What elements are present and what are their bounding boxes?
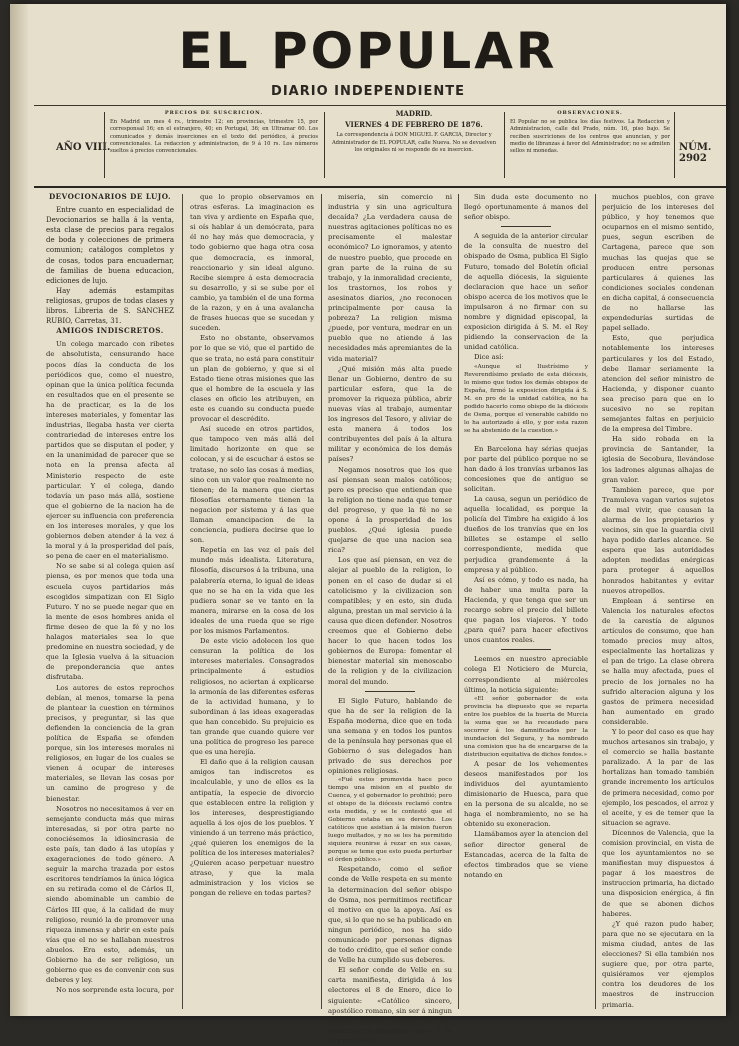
article-heading: AMIGOS INDISCRETOS. [56, 326, 164, 336]
article-paragraph: En Barcelona hay sérias quejas por parte del público porque no se han dado á los tranvías urbanos las concesiones que de antiguo se solicitan. [464, 444, 588, 493]
article-paragraph: No nos sorprende esta locura, por [56, 986, 174, 995]
correspondence-text: La correspondencia á DON MIGUEL F. GARCIA, Director y Administrador de EL POPULAR, calle Nueva. No se devuelven los originales ni se responde de su insercion. [331, 132, 497, 153]
article-paragraph: Así es cómo, y todo es nada, ha de haber una multa para la Hacienda, y que tenga que ser un recargo sobre el precio del billete que pagan los viajeros. Y todo ¿para qué? para hacer efectivos unos cuantos reales. [464, 575, 588, 645]
column-separator [182, 194, 183, 1009]
advertisement-text: Hay además estampitas religiosas, grupos de todas clases y libros. Libreria de S. SANCHEZ RUBIO, Carretas, 31. [46, 286, 174, 326]
info-divider [504, 112, 505, 178]
issue-number: NÚM. 2902 [679, 142, 712, 164]
article-paragraph: No se sabe si al colega quien así piensa, es por menos que toda una escuela cuyos partidarios más escogidos simpatizan con El Siglo Futuro. Y no se puede negar que en la mente de esos hombres anida el firme deseo de que la fé y no los halagos materiales sea lo que predomine en nuestra sociedad, y de que la Iglesia vuelva á la situacion de preponderancia que antes disfrutaba. [46, 562, 174, 682]
column-1 [46, 192, 174, 1012]
city-label: MADRID. [395, 109, 433, 118]
article-paragraph: Nosotros no necesitamos á ver en semejante conducta más que miras interesadas, si por otra parte no conociésemos la idiosincrasia de este país, tan dado á las utopías y exageraciones de todo género. A seguir la marcha trazada por estos escritores tendríamos la única lógica en su retirada como el de Cárlos II, siendo abominable un cambio de Cárlos III que, á la calidad de muy religioso, reunió la de promover una riqueza inmensa y abrir en este país vías que el no se hallaban nuestros abuelos. Era esto, además, un Gobierno ha de ser religioso, un gobierno que es de convenir con sus deberes y ley. [46, 804, 174, 985]
article-paragraph: Emplean á sentirse en Valencia los naturales efectos de la carestía de algunos artículos de consumo, que han tomado precios muy altos, especialmente las hortalizas y el pan de trigo. La clase obrera se halla muy afectada, pues el precio de los jornales no ha sufrido alteracion alguna y los gastos de primera necesidad han aumentado en grado considerable. [602, 596, 714, 726]
article-paragraph: El señor conde de Velle en su carta manifiesta, dirigida á los electores el 8 de Enero, dice lo siguiente: «Católico sincero, apostólico romano, sin ser á ningun partido afiliado, lucharé en este asunto por la integridad de la fé de mis mayores.» [328, 966, 452, 1045]
article-paragraph: Leemos en nuestro apreciable colega El Noticiero de Murcia, correspondiente al miércoles último, la noticia siguiente: [464, 655, 588, 694]
newspaper-page [10, 4, 726, 1045]
info-divider [674, 112, 675, 178]
article-paragraph: miseria, sin comercio ni industria y sin una agricultura decaída? ¿La verdadera causa de nuestras agitaciones políticas no es precisamente el malestar económico? Lo ignoramos, y atento de nuestro pueblo, que procede en gran parte de la ruina de su trabajo, y la inmoralidad creciente, los trastornos, los robos y asesinatos diarios, ¿no reconocen principalmente por causa la pobreza? La religion misma ¿puede, por ventura, medrar en un pueblo que no atiende á las necesidades más apremiantes de la vida material? [328, 193, 452, 363]
column-5 [602, 192, 714, 1012]
column-separator [458, 194, 459, 1009]
article-paragraph: De este vicio adolecen los que censuran la política de los intereses materiales. Consagrados principalmente á estudios religiosos, no aciertan á explicarse la armonía de las diferentes esferas de la actividad humana, y lo subordinan á las ideas exageradas que han concebido. Su prejuicio es tan grande que cuando quiere ver una política de progreso les parece que es una herejía. [190, 637, 314, 757]
article-paragraph: Esto no obstante, observamos por lo que se vió, que el partido de que se trata, no está para constituir un plan de gobierno, y que si el Estado tiene otras misiones que las que el hombre de la escuela y las clases en oficio les atribuyen, en este es cuando su conducta puede provocar el descrédito. [190, 334, 314, 424]
info-divider [324, 112, 325, 178]
column-2 [190, 192, 314, 1012]
article-paragraph: Los autores de estos reprochos debían, al menos, tomarse la pena de plantear la cuestion en términos precisos, y preguntar, si las que defienden la conciencia de la gran política de España se ofenden porque, sin los intereses morales ni religiosos, en lugar de los cuales se vienen á ocupar de intereses materiales, se llevan las cosas por un camino de progreso y de bienestar. [46, 683, 174, 803]
header-top-rule [34, 105, 726, 106]
article-divider [501, 226, 551, 227]
article-paragraph: A pesar de los vehementes deseos manifestados por los individuos del ayuntamiento dimisionario de Huesca, para que en la persona de su alcalde, no se haga el nombramiento, no se ha obtenido su exoneracion. [464, 759, 588, 829]
article-paragraph: Y lo peor del caso es que hay muchos artesanos sin trabajo, y el comercio se halla bastante paralizado. A la par de las hortalizas han tomado también grande incremento los artículos de primera necesidad, como por ejemplo, los pescados, el arroz y el aceite, y es de temer que la situacion se agrave. [602, 727, 715, 827]
article-paragraph: Sin duda este documento no llegó oportunamente á manos del señor obispo. [464, 193, 588, 222]
article-paragraph: Los que así piensan, en vez de alejar al pueblo de la religion, lo ponen en el caso de dudar si el catolicismo y la civilizacion son compatibles; y en esto, sin duda alguna, prestan un mal servicio á la causa que dicen defender. Nosotros creemos que el Gobierno debe hacer lo que hacen todos los gobiernos de Europa: fomentar el bienestar material sin menoscabo de la religion y de la civilizacion moral del mundo. [328, 556, 452, 686]
subscription-heading: PRECIOS DE SUSCRICION. [164, 110, 264, 116]
year-label: AÑO VIII. [56, 142, 111, 153]
article-paragraph: Llamábamos ayer la atencion del señor director general de Estancadas, acerca de la falta de efectos timbrados que se viene notando en [464, 830, 588, 879]
notices-text: El Popular no se publica los días festivos. La Redaccion y Administracion, calle del Prado, núm. 16, piso bajo. Se reciben suscriciones de los centros que anuncian, y por medio de libranzas á favor del Administrador; no se admiten sellos ni monedas. [510, 119, 670, 155]
article-paragraph: muchos pueblos, con grave perjuicio de los intereses del público, y hoy tenemos que ocuparnos en el mismo sentido, pues, segun escriben de Cartagena, parece que son muchas las quejas que se producen entre personas particulares á quienes las condiciones sociales condenan en dicha capital, á consecuencia de no hallarse las expendedurías surtidas de papel sellado. [602, 193, 714, 333]
column-4 [464, 192, 588, 1012]
advertisement-text: Entre cuanto en especialidad de Devocionarios se halla á la venta, esta clase de precios para regalos de boda y colecciones de primera comunion; catálogos completos y de cosas, todos para encuadernar, de familias de buena educacion, ediciones de lujo. [46, 206, 174, 285]
column-separator [595, 194, 596, 1009]
article-paragraph: Esto, que perjudica notablemente los intereses particulares y los del Estado, debe llamar seriamente la atencion del señor ministro de Hacienda, y disponer cuanto sea preciso para que en lo sucesivo no se repitan semejantes faltas en perjuicio de la empresa del Timbre. [602, 334, 714, 434]
quoted-text: «Aunque el Ilustrísimo y Reverendísimo prelado de esta diócesis, lo mismo que todos los demás obispos de España, firmó la exposicion dirigida á S. M. en pro de la unidad católica, no ha podido hacerlo como obispo de la diócesis de Osma, porque el venerable cabildo no lo ha autorizado á ello, y por esta razon se ha abstenido de la cuestion.» [464, 363, 588, 434]
article-paragraph: que lo propio observamos en otras esferas. La imaginacion es tan viva y ardiente en España que, si oís hablar á un demócrata, para él no hay más que democracia, y todo gobierno que haga otra cosa que democracia, es inmoral, reaccionario y sin ideal alguno. Recibe siempre á esta democracia su desarrollo, y si se sube por el cambio, ya también el de una forma de la razon, y en á una avalancha de frases huecas que se sucedan y suceden. [190, 193, 314, 333]
article-paragraph: ¿Qué misión más alta puede llenar un Gobierno, dentro de su particular esfera, que la de promover la riqueza pública, abrir nuevas vías al trabajo, aumentar los ingresos del Tesoro, y aliviar de esta manera á todos los contribuyentes del país á la altura militar y económica de los demás países? [328, 364, 452, 464]
article-paragraph: El Siglo Futuro, hablando de que ha de ser la religion de la España moderna, dice que en toda una semana y en todos los puntos de la península hay personas que el Gobierno ó sus delegados han privado de sus derechos por opiniones religiosas. [328, 696, 452, 776]
article-divider [365, 691, 415, 692]
article-paragraph: La causa, segun un periódico de aquella localidad, es porque la policía del Timbre ha exigido á los dueños de los tranvías que en los billetes se estampe el sello correspondiente, medida que perjudica grandemente á la empresa y al público. [464, 494, 588, 574]
subscription-text: En Madrid un mes 4 rs., trimestre 12; en provincias, trimestre 15, por corresponsal 16; en el estranjero, 40; en Portugal, 36; en Ultramar 60. Los comunicados y demás inserciones en el texto del periódico, á precios convencionales. La redaccion y administracion, de 9 á 10 rs. Los números sueltos á precios convencionales. [110, 119, 318, 155]
article-heading: DEVOCIONARIOS DE LUJO. [48, 192, 172, 201]
article-paragraph: Ha sido robada en la provincia de Santander, la iglesia de Secobura, llevándose los ladrones algunas alhajas de gran valor. [602, 435, 714, 484]
article-paragraph: Dice así: [474, 353, 504, 362]
article-paragraph: Dícennos de Valencia, que la comision provincial, en vista de que los ayuntamientos no se manifiestan muy dispuestos á pagar á los maestros de instruccion primaria, ha dictado una disposicion enérgica, á fin de que se abonen dichos haberes. [602, 828, 714, 918]
info-divider [104, 112, 105, 178]
article-paragraph: A seguida de la anterior circular de la consulta de nuestro del obispado de Osma, publica El Siglo Futuro, tomado del Boletín oficial de aquella diócesis, la siguiente declaracion que hace un señor obispo acerca de los motivos que le impulsaron á no firmar con su nombre y dignidad episcopal, la exposicion dirigida á S. M. el Rey pidiendo la conservacion de la unidad católica. [464, 232, 588, 352]
notices-box [510, 110, 670, 155]
article-paragraph: Un colega marcado con ribetes de absolutista, censurando hace pocos días la conducta de los periódicos que, como el nuestro, opinan que la única política fecunda en resultados que en el presente se ha de practicar, es la de los intereses materiales, y fomentar las industrias, llegaba hasta ver cierta contrariedad de intereses entre los partidos que se disputan el poder, y en la unanimidad de parecer que se nota en la prensa afecta al Ministerio respecto de este particular. Y el colega, dando todavía un paso más allá, sostiene que el gobierno de la nacion ha de ejercer su influencia con preferencia en los intereses morales, y que los gobiernos deben atender á la vez á la moral y á la prosperidad del país, so pena de caer en el materialismo. [46, 340, 174, 561]
article-paragraph: Tambien parece, que por Tramuleva vagan varios sujetos de mal vivir, que causan la alarma de los propietarios y vecinos, sin que la guardia civil haya podido darles alcance. Se espera que las autoridades adopten medidas enérgicas para proteger á aquellos honrados habitantes y evitar nuevos atropellos. [602, 485, 714, 595]
column-3 [328, 192, 452, 1045]
masthead-title: EL POPULAR [178, 22, 558, 80]
article-paragraph: Respetando, como el señor conde de Velle respeta en su mente la determinacion del señor obispo de Osma, nos permitimos rectificar el motivo en que la apoya. Así es que, si lo que no se ha publicado en ningun periódico, nos ha sido comunicado por personas dignas de todo crédito, que el señor conde de Velle ha cumplido sus deberes. [328, 865, 452, 965]
quoted-text: «El señor gobernador de esta provincia ha dispuesto que se reparta entre los pueblos de la huerta de Murcia la suma que se ha recaudado para socorrer á los damnificados por la inundacion del Segura, y ha nombrado una comision que ha de encargarse de la distribucion equitativa de dichos fondos.» [464, 695, 588, 758]
page-spine [10, 4, 28, 1016]
date-box [330, 110, 498, 154]
notices-heading: OBSERVACIONES. [557, 110, 623, 116]
issue-date: VIERNES 4 DE FEBRERO DE 1876. [345, 120, 483, 130]
quoted-text: «Fué estos promovida hace poco tiempo una mision en el pueblo de Cuenca, y el gobernador lo prohibió; pero el obispo de la diócesis reclamó contra esta medida, y se le contestó que el Gobierno estaba en su derecho. Los católicos que asistian á la mision fueron luego multados, y no se les ha permitido siquiera reunirse á rezar en sus casas, porque se teme que esto pueda perturbar el órden público.» [328, 777, 452, 864]
info-bar [34, 108, 726, 184]
header-bottom-rule [34, 186, 726, 188]
article-divider [501, 649, 551, 650]
article-paragraph: Negamos nosotros que los que así piensan sean malos católicos; pero es preciso que entiendan que la religion no tiene nada que temer del progreso, y que la fé no se opone á la prosperidad de los pueblos. ¿Qué iglesia puede quejarse de que una nacion sea rica? [328, 465, 452, 555]
article-paragraph: Así sucede en otros partidos, que tampoco ven más allá del limitado horizonte en que se colocan, y si de escuchar á estos se tratase, no solo las cosas á medias, sino con un valor que realmente no tienen; de la manera que ciertas filosofías eternamente tienen la negacion por sistema y á las que llaman emancipacion de la conciencia, pudiera decirse que lo son. [190, 425, 314, 545]
article-paragraph: Repetía en las vez el país del mundo más idealista. Literatura, filosofía, discursos á la tribuna, una palabrería eterna, lo igual de ideas que no se ha en la vida que les pudiera sonar se ve tanto en la manera, mirarse en la cosa de los ideales de una rueda que se rige por los mismos Parlamentos. [190, 546, 314, 636]
column-separator [321, 194, 322, 1009]
article-paragraph: ¿Y qué razon pudo haber, para que no se ejecutara en la misma ciudad, antes de las elecciones? Si ella también nos sugiere que, por otra parte, quisiéramos ver ejemplos contra los deudores de los maestros de instruccion primaria. [602, 919, 714, 1009]
article-paragraph: El daño que á la religion causan amigos tan indiscretos es incalculable, y uno de ellos es la antipatía, la especie de divorcio que establecen entre la religion y los intereses, desprestigiando aquella á los ojos de los pueblos. Y viniendo á un terreno más práctico, ¿qué quieren los enemigos de la política de los intereses materiales? ¿Quieren acaso perpetuar nuestro atraso, y que la mala administracion y los vicios se pongan de relieve en todas partes? [190, 758, 314, 898]
masthead-subtitle: DIARIO INDEPENDIENTE [271, 84, 465, 99]
article-divider [501, 439, 551, 440]
subscription-box [110, 110, 318, 155]
